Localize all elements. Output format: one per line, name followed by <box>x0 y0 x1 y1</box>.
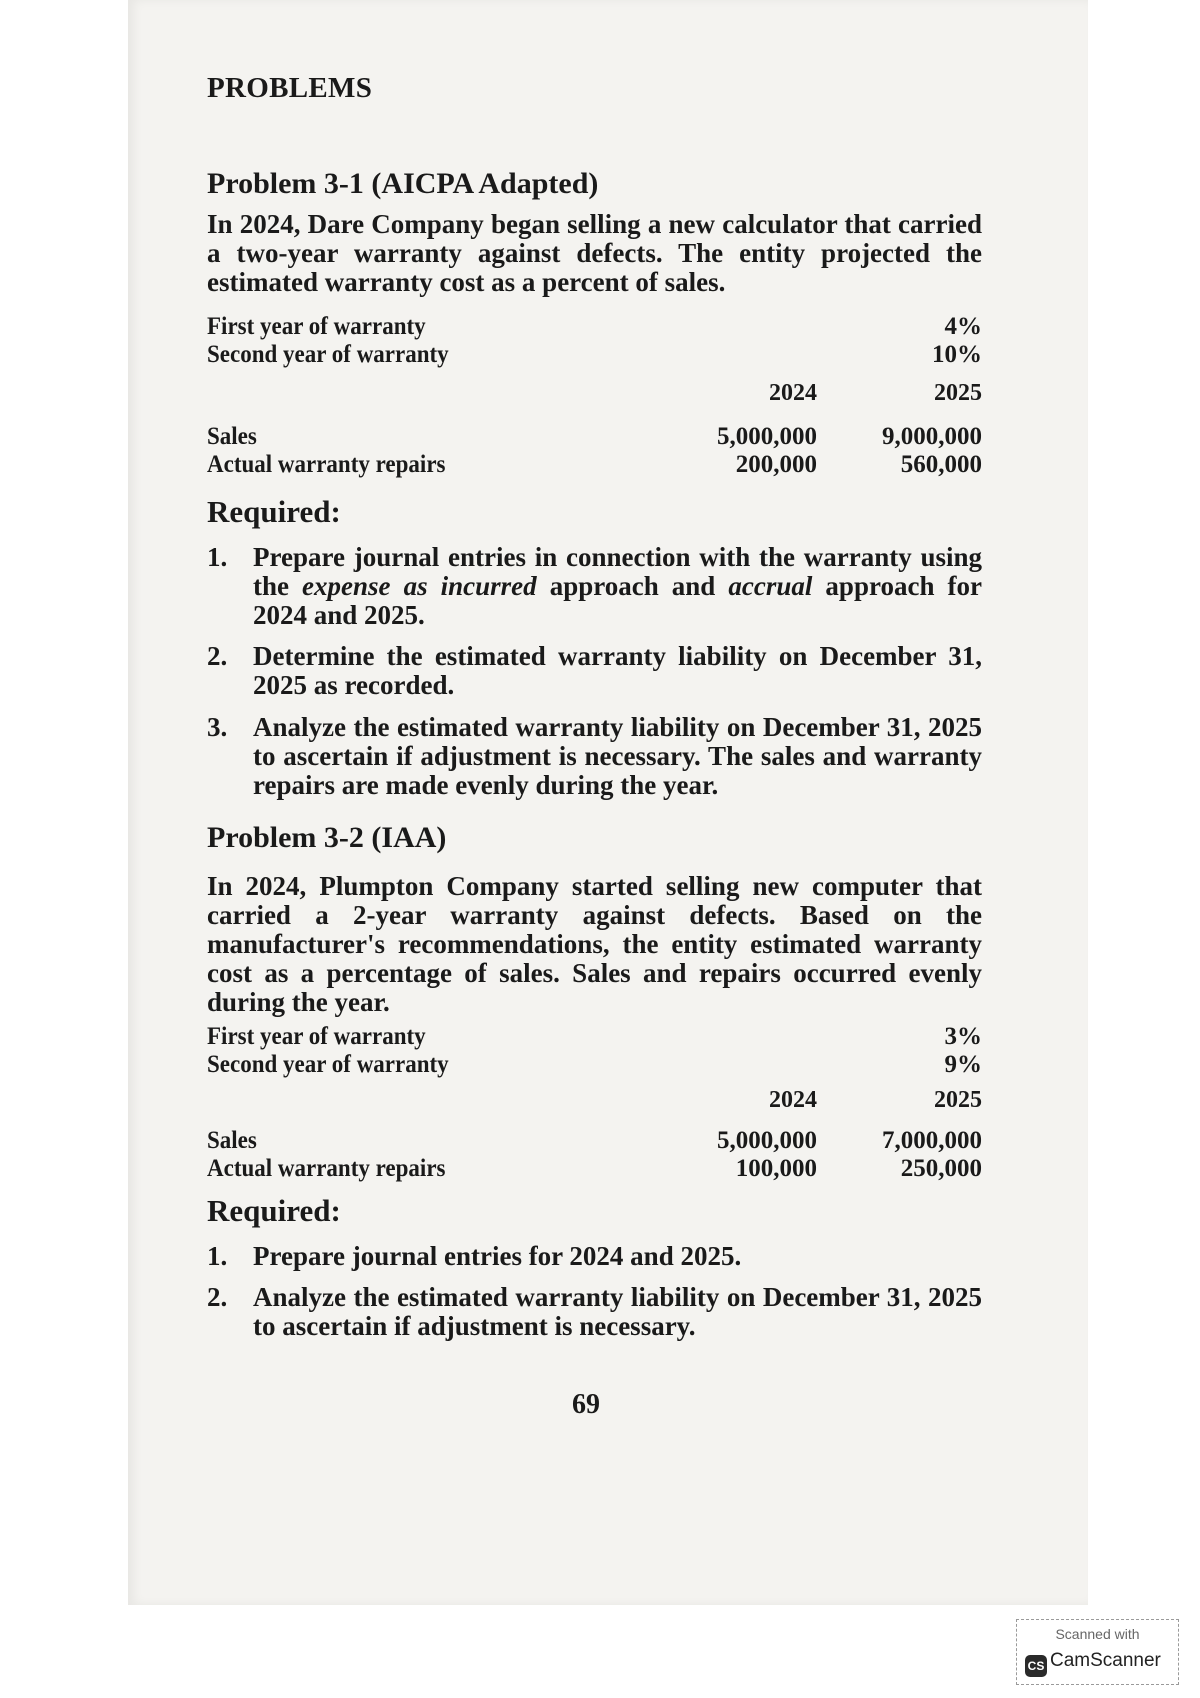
watermark-brand: CamScanner <box>1050 1650 1161 1671</box>
required-item: 2. Determine the estimated warranty liability on December 31, 2025 as recorded. <box>207 641 982 700</box>
rate-row: Second year of warranty 9% <box>207 1051 982 1078</box>
required-heading: Required: <box>207 1193 341 1228</box>
problem-3-2-title: Problem 3-2 (IAA) <box>207 821 447 854</box>
table-row: Actual warranty repairs 100,000 250,000 <box>207 1155 982 1182</box>
camscanner-logo-icon: CS <box>1025 1655 1047 1677</box>
required-item: 1. Prepare journal entries for 2024 and 2025. <box>207 1241 742 1271</box>
required-item: 2. Analyze the estimated warranty liability on December 31, 2025 to ascertain if adjustment is necessary. <box>207 1282 982 1341</box>
camscanner-watermark <box>1016 1619 1179 1685</box>
table-row: Sales 5,000,000 7,000,000 <box>207 1127 982 1154</box>
section-title: PROBLEMS <box>207 72 373 104</box>
required-item: 1. Prepare journal entries in connection with the warranty using the expense as incurred approach and accrual approach for 2024 and 2025. <box>207 542 982 630</box>
rate-row: First year of warranty 4% <box>207 313 982 340</box>
problem-3-2-intro: In 2024, Plumpton Company started selling new computer that carried a 2-year warranty against defects. Based on the manufacturer's recommendations, the entity estimated warranty cost as a percentage of sales. Sales and repairs occurred evenly during the year. <box>207 871 982 1017</box>
table-row: Sales 5,000,000 9,000,000 <box>207 423 982 450</box>
problem-3-1-title: Problem 3-1 (AICPA Adapted) <box>207 167 599 200</box>
table-row: Actual warranty repairs 200,000 560,000 <box>207 451 982 478</box>
rate-row: Second year of warranty 10% <box>207 341 982 368</box>
watermark-text: Scanned with <box>1055 1626 1140 1642</box>
problem-3-1-intro: In 2024, Dare Company began selling a new calculator that carried a two-year warranty against defects. The entity projected the estimated warranty cost as a percent of sales. <box>207 209 982 297</box>
required-item: 3. Analyze the estimated warranty liability on December 31, 2025 to ascertain if adjustment is necessary. The sales and warranty repairs are made evenly during the year. <box>207 712 982 800</box>
rate-row: First year of warranty 3% <box>207 1023 982 1050</box>
required-heading: Required: <box>207 494 341 529</box>
year-header-row: 2024 2025 <box>769 1087 982 1113</box>
year-header-row: 2024 2025 <box>769 380 982 406</box>
page-number: 69 <box>572 1389 600 1420</box>
